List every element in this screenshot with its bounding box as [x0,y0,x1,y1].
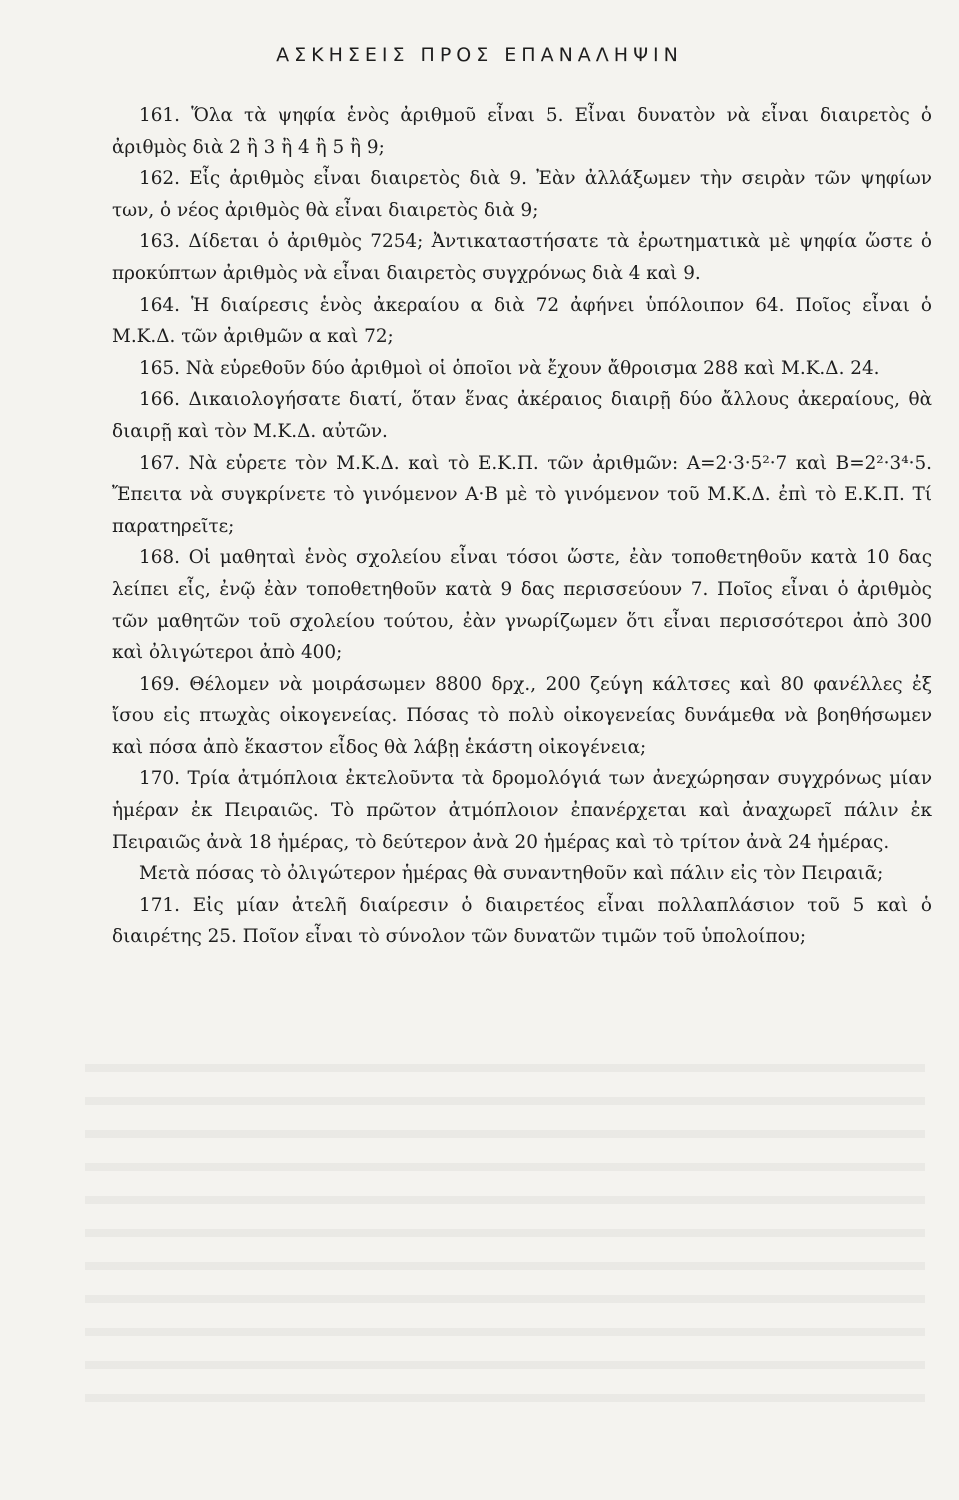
exercise-165: 165. Νὰ εὑρεθοῦν δύο ἀριθμοὶ οἱ ὁποῖοι νὰ ἔχουν ἄθροισμα 288 καὶ Μ.Κ.Δ. 24. [139,357,880,379]
exercise-171: 171. Εἰς μίαν ἀτελῆ διαίρεσιν ὁ διαιρετέος εἶναι πολλαπλάσιον τοῦ 5 καὶ ὁ διαιρέτης 25. Ποῖον εἶναι τὸ σύνολον τῶν δυνατῶν τιμῶν τοῦ ὑπολοίπου; [112,894,932,948]
exercise-161: 161. Ὅλα τὰ ψηφία ἑνὸς ἀριθμοῦ εἶναι 5. Εἶναι δυνατὸν νὰ εἶναι διαιρετὸς ὁ ἀριθμὸς διὰ 2 ἢ 3 ἢ 4 ἢ 5 ἢ 9; [112,105,932,158]
exercise-169: 169. Θέλομεν νὰ μοιράσωμεν 8800 δρχ., 200 ζεύγη κάλτσες καὶ 80 φανέλλες ἐξ ἴσου εἰς πτωχὰς οἰκογενείας. Πόσας τὸ πολὺ οἰκογενείας δυνάμεθα νὰ βοηθήσωμεν καὶ πόσα ἀπὸ ἕκαστον εἶδος θὰ λάβῃ ἑκάστη οἰκογένεια; [112,673,932,758]
exercise-162: 162. Εἷς ἀριθμὸς εἶναι διαιρετὸς διὰ 9. Ἐὰν ἀλλάξωμεν τὴν σειρὰν τῶν ψηφίων των, ὁ νέος ἀριθμὸς θὰ εἶναι διαιρετὸς διὰ 9; [112,168,932,221]
exercise-170: 170. Τρία ἀτμόπλοια ἐκτελοῦντα τὰ δρομολόγιά των ἀνεχώρησαν συγχρόνως μίαν ἡμέραν ἐκ Πειραιῶς. Τὸ πρῶτον ἀτμόπλοιον ἐπανέρχεται καὶ ἀναχωρεῖ πάλιν ἐκ Πειραιῶς ἀνὰ 18 ἡμέρας, τὸ δεύτερον ἀνὰ 20 ἡμέρας καὶ τὸ τρίτον ἀνὰ 24 ἡμέρας. [112,768,932,853]
exercise-166: 166. Δικαιολογήσατε διατί, ὅταν ἕνας ἀκέραιος διαιρῇ δύο ἄλλους ἀκεραίους, θὰ διαιρῇ καὶ τὸν Μ.Κ.Δ. αὐτῶν. [112,389,932,442]
exercise-163: 163. Δίδεται ὁ ἀριθμὸς 7254; Ἀντικαταστήσατε τὰ ἐρωτηματικὰ μὲ ψηφία ὥστε ὁ προκύπτων ἀριθμὸς νὰ εἶναι διαιρετὸς συγχρόνως διὰ 4 καὶ 9. [112,231,932,284]
exercise-167: 167. Νὰ εὑρετε τὸν Μ.Κ.Δ. καὶ τὸ Ε.Κ.Π. τῶν ἀριθμῶν: Α=2·3·5²·7 καὶ Β=2²·3⁴·5. Ἔπειτα νὰ συγκρίνετε τὸ γινόμενον Α·Β μὲ τὸ γινόμενον τοῦ Μ.Κ.Δ. ἐπὶ τὸ Ε.Κ.Π. Τί παρατηρεῖτε; [112,452,932,537]
exercise-list [112,100,932,953]
section-title: ΑΣΚΗΣΕΙΣ ΠΡΟΣ ΕΠΑΝΑΛΗΨΙΝ [276,44,683,66]
exercise-164: 164. Ἡ διαίρεσις ἑνὸς ἀκεραίου α διὰ 72 ἀφήνει ὑπόλοιπον 64. Ποῖος εἶναι ὁ Μ.Κ.Δ. τῶν ἀριθμῶν α καὶ 72; [112,294,932,348]
exercise-168: 168. Οἱ μαθηταὶ ἑνὸς σχολείου εἶναι τόσοι ὥστε, ἐὰν τοποθετηθοῦν κατὰ 10 δας λείπει εἷς, ἐνῷ ἐὰν τοποθετηθοῦν κατὰ 9 δας περισσεύουν 7. Ποῖος εἶναι ὁ ἀριθμὸς τῶν μαθητῶν τοῦ σχολείου τούτου, ἐὰν γνωρίζωμεν ὅτι εἶναι περισσότεροι ἀπὸ 300 καὶ ὀλιγώτεροι ἀπὸ 400; [112,547,932,664]
exercise-170-question: Μετὰ πόσας τὸ ὀλιγώτερον ἡμέρας θὰ συναντηθοῦν καὶ πάλιν εἰς τὸν Πειραιᾶ; [139,863,884,885]
show-through-bleed [85,1050,925,1410]
